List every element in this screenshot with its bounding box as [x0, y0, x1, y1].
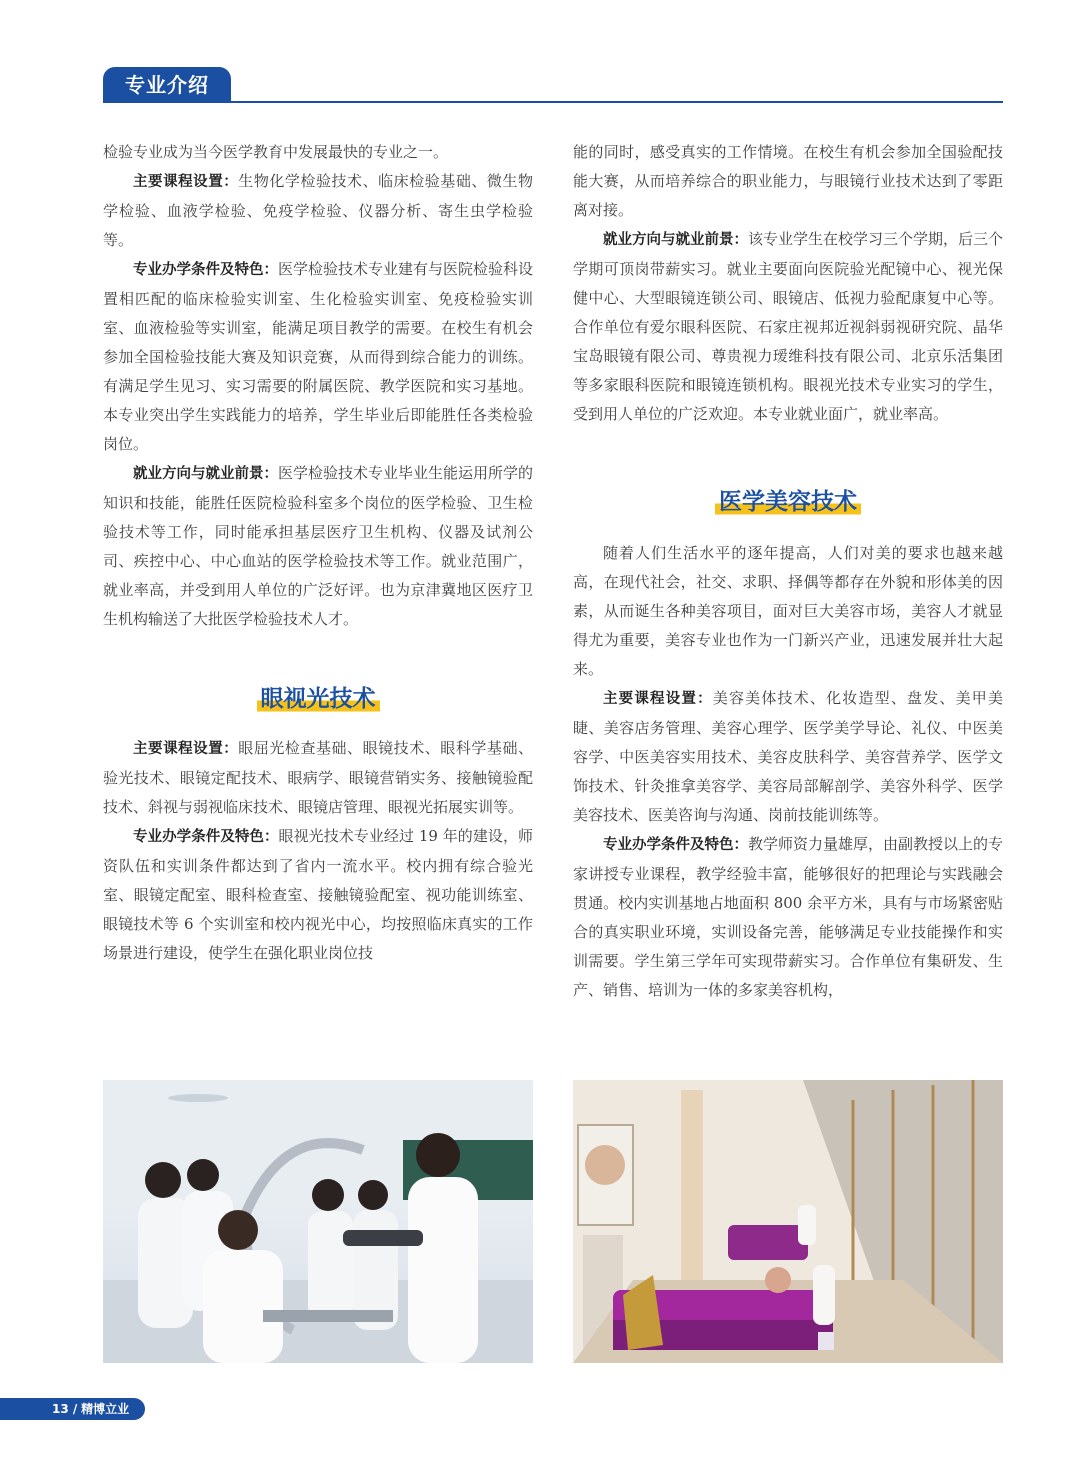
paragraph [573, 684, 1003, 830]
footer-page-bar [0, 1398, 145, 1420]
optometry-photo-illustration [103, 1080, 533, 1363]
paragraph-label: 主要课程设置： [133, 174, 239, 190]
paragraph: 随着人们生活水平的逐年提高，人们对美的要求也越来越高，在现代社会，社交、求职、择偶等都存在外貌和形体美的因素，从而诞生各种美容项目，面对巨大美容市场，美容人才就显得尤为重要，美容专业也作为一门新兴产业，迅速发展并壮大起来。 [573, 544, 1003, 678]
paragraph-label: 专业办学条件及特色： [133, 829, 279, 845]
paragraph-text: 美容美体技术、化妆造型、盘发、美甲美睫、美容店务管理、美容心理学、医学美学导论、礼仪、中医美容学、中医美容实用技术、美容皮肤科学、美容营养学、医学文饰技术、针灸推拿美容学、美容局部解剖学、美容外科学、医学美容技术、医美咨询与沟通、岗前技能训练等。 [573, 689, 1003, 824]
paragraph-text: 眼视光技术专业经过 19 年的建设，师资队伍和实训条件都达到了省内一流水平。校内拥有综合验光室、眼镜定配室、眼科检查室、接触镜验配室、视功能训练室、眼镜技术等 6 个实训室和校内视光中心，均按照临床真实的工作场景进行建设，使学生在强化职业岗位技 [103, 827, 534, 962]
paragraph-label: 主要课程设置： [603, 691, 713, 707]
section-title-text: 医学美容技术 [715, 487, 861, 517]
paragraph-label: 专业办学条件及特色： [133, 262, 278, 278]
paragraph [103, 734, 533, 822]
section-header-tab: 专业介绍 [103, 67, 231, 103]
optometry-training-photo [103, 1080, 533, 1363]
paragraph-text: 医学检验技术专业建有与医院检验科设置相匹配的临床检验实训室、生化检验实训室、免疫检验实训室、血液检验等实训室，能满足项目教学的需要。在校生有机会参加全国检验技能大赛及知识竞赛，从而得到综合能力的训练。有满足学生见习、实习需要的附属医院、教学医院和实习基地。本专业突出学生实践能力的培养，学生毕业后即能胜任各类检验岗位。 [103, 260, 534, 453]
paragraph-label: 就业方向与就业前景： [603, 232, 748, 248]
paragraph-text: 眼屈光检查基础、眼镜技术、眼科学基础、验光技术、眼镜定配技术、眼病学、眼镜营销实务、接触镜验配技术、斜视与弱视临床技术、眼镜店管理、眼视光拓展实训等。 [103, 739, 533, 816]
paragraph-text: 该专业学生在校学习三个学期，后三个学期可顶岗带薪实习。就业主要面向医院验光配镜中心、视光保健中心、大型眼镜连锁公司、眼镜店、低视力验配康复中心等。合作单位有爱尔眼科医院、石家庄视邦近视斜弱视研究院、晶华宝岛眼镜有限公司、尊贵视力瑷维科技有限公司、北京乐活集团等多家眼科医院和眼镜连锁机构。眼视光技术专业实习的学生，受到用人单位的广泛欢迎。本专业就业面广，就业率高。 [573, 230, 1004, 423]
magazine-name: 精博立业 [81, 1402, 130, 1416]
paragraph-label: 主要课程设置： [133, 741, 239, 757]
paragraph [103, 167, 533, 255]
section-title-text: 眼视光技术 [257, 684, 380, 714]
paragraph [103, 459, 533, 634]
section-title [573, 487, 1003, 527]
paragraph [573, 225, 1003, 429]
paragraph-text: 教学师资力量雄厚，由副教授以上的专家讲授专业课程，教学经验丰富，能够很好的把理论与实践融会贯通。校内实训基地占地面积 800 余平方米，具有与市场紧密贴合的真实职业环境，实训设备完善，能够满足专业技能操作和实训需要。学生第三学年可实现带薪实习。合作单位有集研发、生产、销售、培训为一体的多家美容机构， [573, 835, 1004, 999]
paragraph-label: 就业方向与就业前景： [133, 466, 278, 482]
beauty-room-illustration [573, 1080, 1003, 1363]
paragraph [573, 830, 1003, 1005]
section-title [103, 684, 533, 724]
paragraph [103, 255, 533, 459]
paragraph-label: 专业办学条件及特色： [603, 837, 748, 853]
paragraph: 检验专业成为当今医学教育中发展最快的专业之一。 [103, 143, 449, 161]
paragraph-text: 医学检验技术专业毕业生能运用所学的知识和技能，能胜任医院检验科室多个岗位的医学检验、卫生检验技术等工作，同时能承担基层医疗卫生机构、仪器及试剂公司、疾控中心、中心血站的医学检验技术等工作。就业范围广，就业率高，并受到用人单位的广泛好评。也为京津冀地区医疗卫生机构输送了大批医学检验技术人才。 [103, 464, 534, 628]
paragraph-text: 生物化学检验技术、临床检验基础、微生物学检验、血液学检验、免疫学检验、仪器分析、寄生虫学检验等。 [103, 172, 533, 249]
page-number: 13 / [52, 1402, 78, 1416]
left-column [103, 138, 533, 968]
right-column [573, 138, 1003, 1005]
paragraph [103, 822, 533, 968]
header-rule [103, 101, 1003, 103]
paragraph: 能的同时，感受真实的工作情境。在校生有机会参加全国验配技能大赛，从而培养综合的职业能力，与眼镜行业技术达到了零距离对接。 [573, 143, 1003, 219]
beauty-training-room-photo [573, 1080, 1003, 1363]
